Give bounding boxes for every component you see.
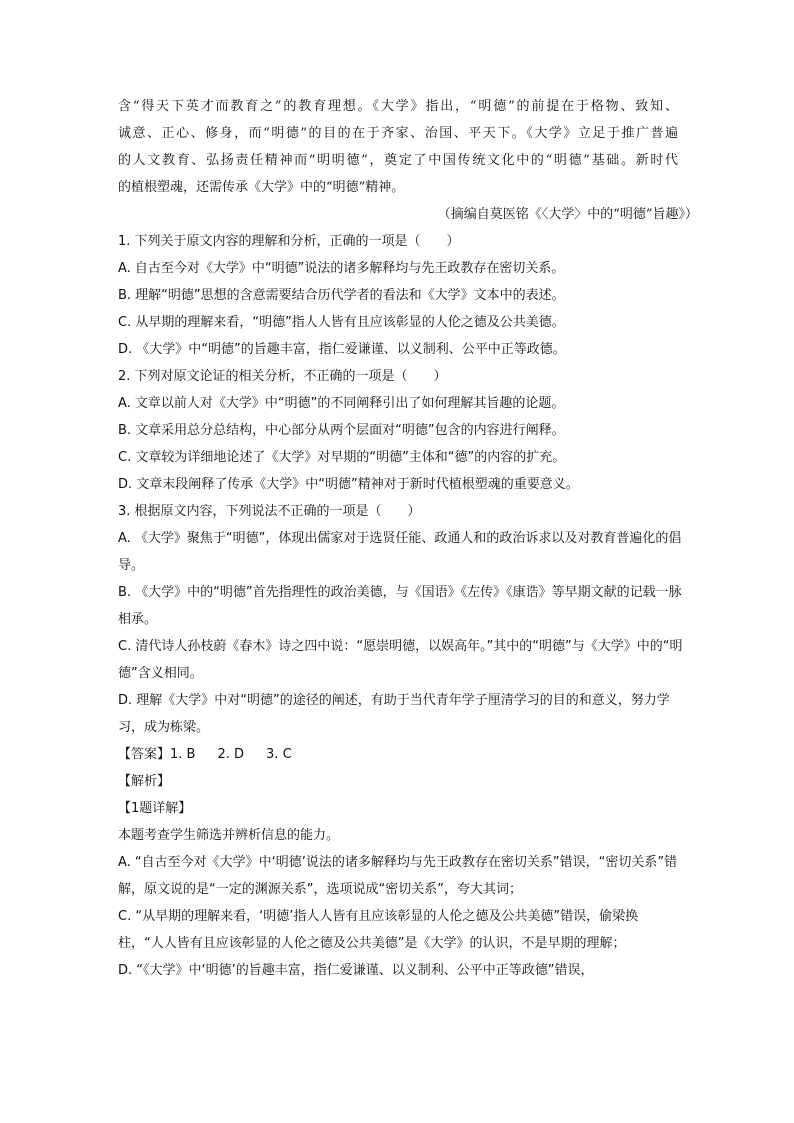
answer-values	[170, 741, 292, 768]
question-1-stem: 1. 下列关于原文内容的理解和分析，正确的一项是（ ）	[118, 234, 460, 249]
passage-line: 的植根塑魂，还需传承《大学》中的“明德”精神。	[118, 180, 405, 195]
question-3-option-c: C. 清代诗人孙枝蔚《春木》诗之四中说：“愿崇明德，以娱高年。”其中的“明德”与《大学》中的“明德”含义相同。	[118, 639, 683, 681]
question-1-option-d: D. 《大学》中“明德”的旨趣丰富，指仁爱谦谨、以义制利、公平中正等政德。	[118, 342, 566, 357]
question-1-option-b: B. 理解“明德”思想的含意需要结合历代学者的看法和《大学》文本中的表述。	[118, 288, 565, 303]
question-1-option-a: A. 自古至今对《大学》中“明德”说法的诸多解释均与先王政教存在密切关系。	[118, 261, 565, 276]
questions-section	[118, 228, 683, 984]
answer-item: 3. C	[266, 747, 292, 762]
passage-line: 含“得天下英才而教育之”的教育理想。《大学》指出，“明德”的前提在于格物、致知、	[118, 99, 678, 114]
question-3-option-b: B. 《大学》中的“明德”首先指理性的政治美德，与《国语》《左传》《康诰》等早期文献的记载一脉相承。	[118, 585, 682, 627]
answer-item: 1. B	[170, 747, 196, 762]
question-2-option-c: C. 文章较为详细地论述了《大学》对早期的“明德”主体和“德”的内容的扩充。	[118, 450, 566, 465]
question-2-option-b: B. 文章采用总分总结构，中心部分从两个层面对“明德”包含的内容进行阐释。	[118, 423, 565, 438]
detail-line-a: A. “自古至今对《大学》中‘明德’说法的诸多解释均与先王政教存在密切关系”错误，“密切关系”错解，原文说的是“一定的渊源关系”，选项说成“密切关系”，夸大其词；	[118, 855, 678, 897]
passage-line: 诚意、正心、修身，而“明德”的目的在于齐家、治国、平天下。《大学》立足于推广普遍	[118, 126, 678, 141]
question-2-option-a: A. 文章以前人对《大学》中“明德”的不同阐释引出了如何理解其旨趣的论题。	[118, 396, 565, 411]
passage-excerpt	[118, 93, 678, 201]
question-2-option-d: D. 文章末段阐释了传承《大学》中“明德”精神对于新时代植根塑魂的重要意义。	[118, 477, 579, 492]
question-1-option-c: C. 从早期的理解来看，“明德”指人人皆有且应该彰显的人伦之德及公共美德。	[118, 315, 565, 330]
answer-item: 2. D	[217, 747, 245, 762]
question-3-stem: 3. 根据原文内容，下列说法不正确的一项是（ ）	[118, 504, 421, 519]
answer-label: 【答案】	[118, 747, 171, 762]
detail-intro: 本题考查学生筛选并辨析信息的能力。	[118, 828, 340, 843]
passage-line: 的人文教育、弘扬责任精神而“明明德”，奠定了中国传统文化中的“明德”基础。新时代	[118, 153, 678, 168]
passage-source: （摘编自莫医铭《〈大学〉中的“明德”旨趣》）	[437, 207, 698, 222]
detail-label: 【1题详解】	[118, 801, 192, 816]
detail-line-c: C. “从早期的理解来看，‘明德’指人人皆有且应该彰显的人伦之德及公共美德”错误，偷梁换柱，“人人皆有且应该彰显的人伦之德及公共美德”是《大学》的认识，不是早期的理解；	[118, 909, 639, 951]
analysis-label: 【解析】	[118, 774, 171, 789]
question-2-stem: 2. 下列对原文论证的相关分析，不正确的一项是（ ）	[118, 369, 447, 384]
detail-line-d: D. “《大学》中‘明德’的旨趣丰富，指仁爱谦谨、以义制利、公平中正等政德”错误，	[118, 963, 594, 978]
question-3-option-d: D. 理解《大学》中对“明德”的途径的阐述，有助于当代青年学子厘清学习的目的和意义，努力学习，成为栋梁。	[118, 693, 670, 735]
question-3-option-a: A. 《大学》聚焦于“明德”，体现出儒家对于选贤任能、政通人和的政治诉求以及对教育普遍化的倡导。	[118, 531, 682, 573]
answer-line	[118, 741, 683, 768]
